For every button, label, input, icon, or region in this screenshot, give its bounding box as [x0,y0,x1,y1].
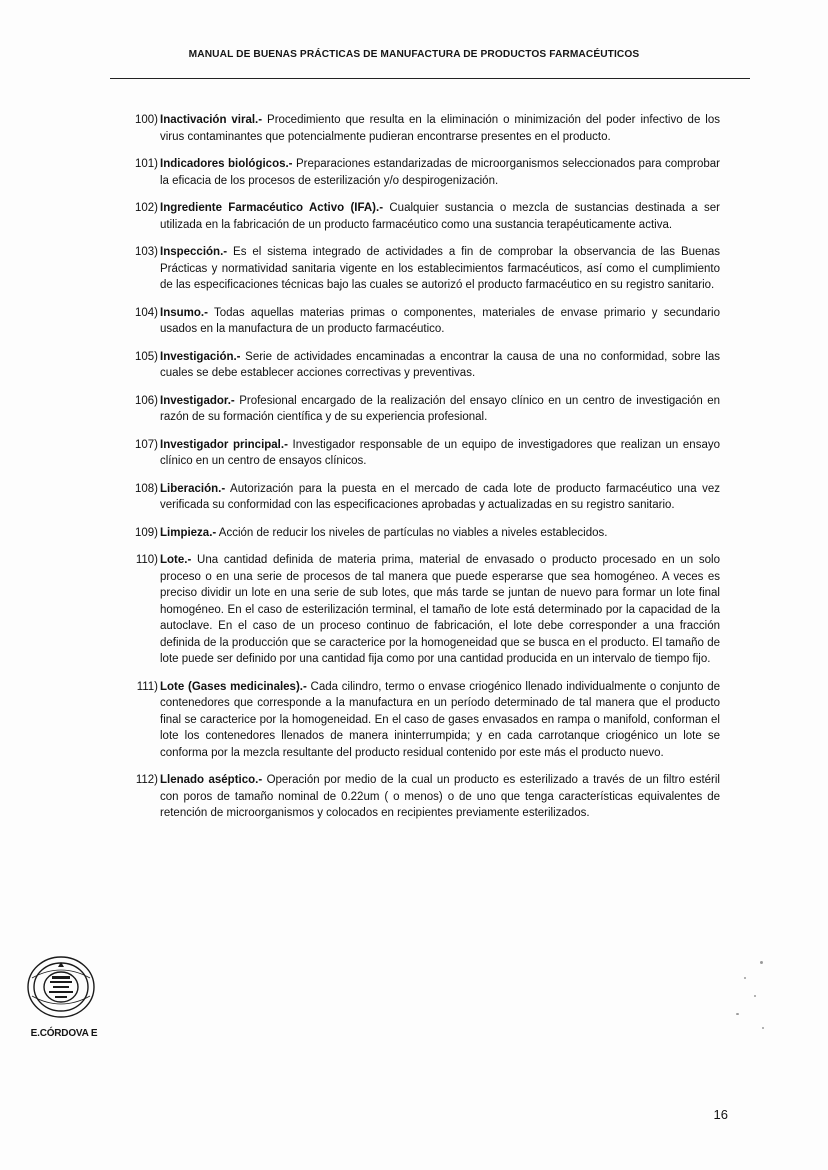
official-seal-icon [22,948,100,1026]
definition-entry [128,481,720,514]
definition-number: 108) [134,482,158,495]
definition-entry [128,244,720,294]
definition-term: Inspección.- [160,246,228,258]
page-number: 16 [713,1107,728,1122]
definition-term: Investigador principal.- [160,438,288,451]
definition-entry [128,393,720,426]
definition-text: Profesional encargado de la realización del ensayo clínico en un centro de investigación en razón de su formación científica y de su experiencia profesional. [160,394,720,423]
definition-number: 111) [136,680,158,693]
definition-text: Todas aquellas materias primas o componentes, materiales de envase primario y secundario usados en la manufactura de un producto farmacéutico. [160,306,720,335]
definition-body [160,772,720,822]
definition-number: 107) [134,438,158,451]
definition-text: Es el sistema integrado de actividades a fin de comprobar la observancia de las Buenas Prácticas y normatividad sanitaria vigente en los establecimientos farmacéuticos, así como el cumplimiento de las especificaciones técnicas bajo las cuales se autorizó el producto farmacéutico en su registro sanitario. [160,246,720,291]
definition-entry [128,156,720,189]
definition-entry [128,525,720,542]
definition-text: Investigador responsable de un equipo de investigadores que realizan un ensayo clínico en un centro de ensayos clínicos. [160,438,720,467]
definition-body [160,112,720,145]
definition-term: Insumo.- [160,306,208,319]
definition-number: 101) [134,158,158,170]
definition-number: 105) [134,350,158,363]
definition-text: Operación por medio de la cual un producto es esterilizado a través de un filtro estéril con poros de tamaño nominal de 0.22um ( o menos) o de uno que tenga características equivalentes de retención de microorganismos y colocados en recipientes previamente esterilizados. [160,774,720,819]
definition-text: Procedimiento que resulta en la eliminación o minimización del poder infectivo de los virus contaminantes que potencialmente pudieran encontrarse presentes en el producto. [160,114,720,143]
definition-entry [128,349,720,382]
definition-number: 102) [134,202,158,214]
definition-term: Ingrediente Farmacéutico Activo (IFA).- [160,202,384,214]
definition-body [160,349,720,382]
definitions-list [128,112,720,833]
definition-number: 103) [134,246,158,258]
definition-body [160,552,720,668]
definition-entry [128,112,720,145]
definition-term: Inactivación viral.- [160,114,263,126]
definition-text: Cada cilindro, termo o envase criogénico llenado individualmente o conjunto de contenedores que corresponde a la manufactura en un período determinado de tal manera que el producto final se caracterice por la homogeneidad. En el caso de gases envasados en rampa o manifold, conforman el lote los contenedores llenados de manera ininterrumpida; y en cada carrotanque criogénico un lote se conforma por la mezcla resultante del producto residual contenido por este más el producto nuevo. [160,680,720,759]
definition-entry [128,772,720,822]
definition-entry [128,305,720,338]
definition-text: Preparaciones estandarizadas de microorganismos seleccionados para comprobar la eficacia de los procesos de esterilización y/o despirogenización. [160,158,720,187]
definition-number: 104) [134,306,158,319]
definition-number: 110) [135,554,158,566]
scan-artifacts [716,955,776,1045]
definition-body [160,393,720,426]
definition-text: Cualquier sustancia o mezcla de sustancias destinada a ser utilizada en la fabricación de un producto farmacéutico como una sustancia terapéuticamente activa. [160,202,720,231]
definition-number: 106) [134,394,158,407]
definition-term: Llenado aséptico.- [160,774,263,786]
definition-text: Una cantidad definida de materia prima, material de envasado o producto procesado en un solo proceso o en una serie de procesos de tal manera que puede esperarse que sea homogéneo. A veces es preciso dividir un lote en una serie de sub lotes, que más tarde se juntan de nuevo para formar un lote final homogéneo. En el caso de esterilización terminal, el tamaño de lote está determinado por la capacidad de la autoclave. En el caso de un proceso continuo de fabricación, el lote debe corresponder a una fracción definida de la producción que se caracterice por la homogeneidad que se busca en el producto. El tamaño de lote puede ser definido por una cantidad fija como por una cantidad producida en un intervalo de tiempo fijo. [160,554,720,665]
definition-body [160,437,720,470]
definition-body [160,156,720,189]
definition-body [160,200,720,233]
stamp-signature-name: E.CÓRDOVA E [30,1028,98,1039]
definition-entry [128,679,720,762]
definition-body [160,481,720,514]
definition-term: Lote.- [160,554,192,566]
definition-body [160,244,720,294]
definition-body [160,305,720,338]
definition-term: Limpieza.- [160,526,217,539]
definition-number: 112) [135,774,158,786]
definition-term: Investigador.- [160,394,235,407]
page-header-title: MANUAL DE BUENAS PRÁCTICAS DE MANUFACTURA DE PRODUCTOS FARMACÉUTICOS [188,48,640,60]
definition-term: Investigación.- [160,350,241,363]
definition-text: Autorización para la puesta en el mercado de cada lote de producto farmacéutico una vez verificada su conformidad con las especificaciones aprobadas y actualizadas en su registro sanitario. [160,482,720,511]
definition-term: Liberación.- [160,482,226,495]
definition-entry [128,437,720,470]
definition-body [160,679,720,762]
definition-term: Lote (Gases medicinales).- [160,680,307,693]
definition-number: 109) [134,526,158,539]
definition-text: Serie de actividades encaminadas a encontrar la causa de una no conformidad, sobre las cuales se debe establecer acciones correctivas y preventivas. [160,350,720,379]
definition-text: Acción de reducir los niveles de partículas no viables a niveles establecidos. [216,526,608,539]
header-divider [110,78,750,79]
definition-term: Indicadores biológicos.- [160,158,293,170]
definition-entry [128,552,720,668]
definition-body [160,525,720,542]
definition-entry [128,200,720,233]
definition-number: 100) [134,114,158,126]
